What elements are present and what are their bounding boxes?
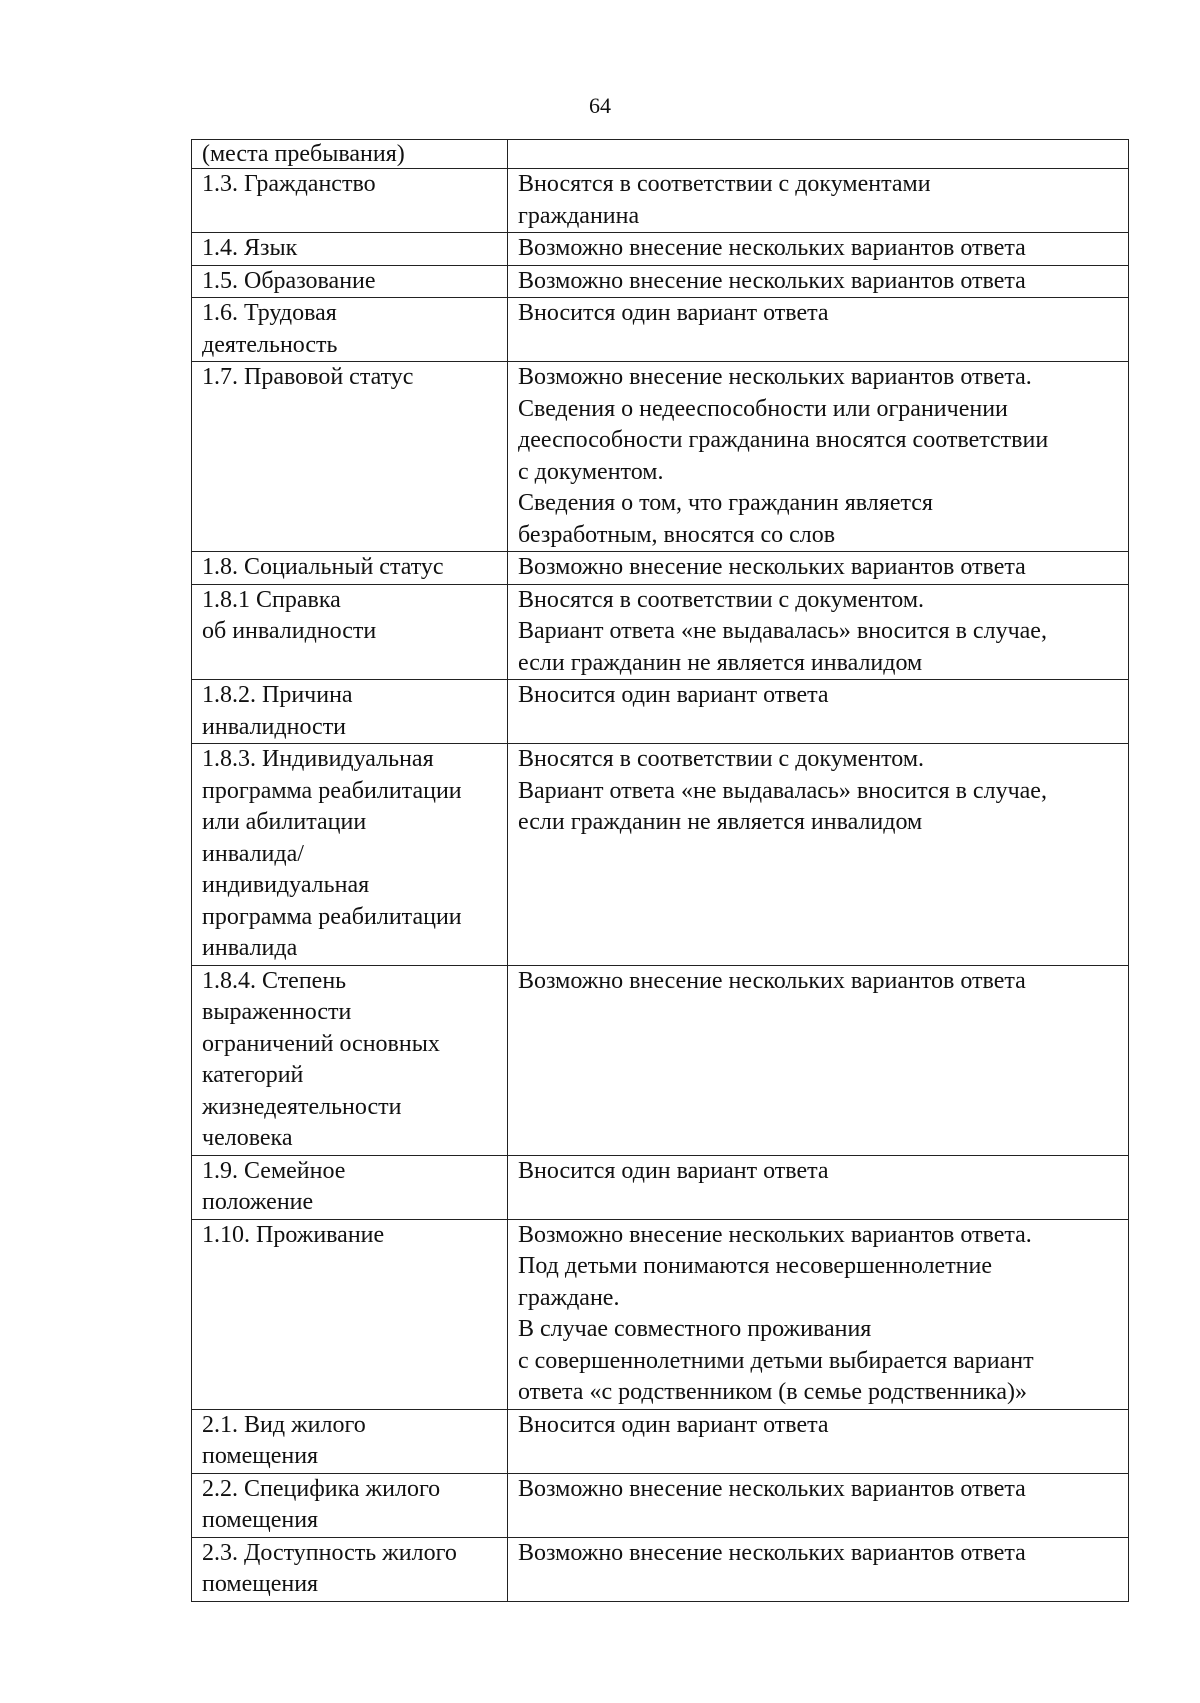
instruction-cell: Вносится один вариант ответа	[508, 1155, 1129, 1219]
field-name-cell: 2.1. Вид жилого помещения	[192, 1409, 508, 1473]
table-row	[192, 233, 1129, 266]
field-name-cell: 1.3. Гражданство	[192, 169, 508, 233]
table-row	[192, 1219, 1129, 1409]
instruction-cell: Возможно внесение нескольких вариантов ответа. Под детьми понимаются несовершеннолетние граждане. В случае совместного проживания с совершеннолетними детьми выбирается вариант ответа «с родственником (в семье родственника)»	[508, 1219, 1129, 1409]
instruction-cell: Вносятся в соответствии с документом. Вариант ответа «не выдавалась» вносится в случае, если гражданин не является инвалидом	[508, 744, 1129, 966]
table-row	[192, 1537, 1129, 1601]
instruction-cell	[508, 140, 1129, 169]
table-row	[192, 1473, 1129, 1537]
table-row	[192, 140, 1129, 169]
instruction-cell: Вносится один вариант ответа	[508, 1409, 1129, 1473]
field-name-cell: 2.2. Специфика жилого помещения	[192, 1473, 508, 1537]
field-name-cell: 1.9. Семейное положение	[192, 1155, 508, 1219]
questionnaire-instructions-table	[191, 139, 1129, 1602]
page-number: 64	[589, 93, 611, 118]
field-name-cell: 1.8.4. Степень выраженности ограничений основных категорий жизнедеятельности человека	[192, 965, 508, 1155]
field-name-cell: 1.8. Социальный статус	[192, 552, 508, 585]
instruction-cell: Возможно внесение нескольких вариантов ответа	[508, 265, 1129, 298]
instruction-cell: Возможно внесение нескольких вариантов ответа	[508, 965, 1129, 1155]
field-name-cell: 1.7. Правовой статус	[192, 362, 508, 552]
table-row	[192, 680, 1129, 744]
table-row	[192, 362, 1129, 552]
table-row	[192, 169, 1129, 233]
instruction-cell: Возможно внесение нескольких вариантов ответа. Сведения о недееспособности или ограничении дееспособности гражданина вносятся соответствии с документом. Сведения о том, что гражданин является безработным, вносятся со слов	[508, 362, 1129, 552]
field-name-cell: (места пребывания)	[192, 140, 508, 169]
field-name-cell: 1.4. Язык	[192, 233, 508, 266]
table-row	[192, 584, 1129, 680]
instruction-cell: Возможно внесение нескольких вариантов ответа	[508, 233, 1129, 266]
instruction-cell: Возможно внесение нескольких вариантов ответа	[508, 1473, 1129, 1537]
field-name-cell: 1.10. Проживание	[192, 1219, 508, 1409]
table-row	[192, 552, 1129, 585]
table-row	[192, 744, 1129, 966]
instruction-cell: Вносятся в соответствии с документами гражданина	[508, 169, 1129, 233]
instruction-cell: Возможно внесение нескольких вариантов ответа	[508, 1537, 1129, 1601]
field-name-cell: 1.6. Трудовая деятельность	[192, 298, 508, 362]
field-name-cell: 1.8.2. Причина инвалидности	[192, 680, 508, 744]
instruction-cell: Вносится один вариант ответа	[508, 680, 1129, 744]
field-name-cell: 1.8.1 Справка об инвалидности	[192, 584, 508, 680]
field-name-cell: 2.3. Доступность жилого помещения	[192, 1537, 508, 1601]
field-name-cell: 1.5. Образование	[192, 265, 508, 298]
instruction-cell: Возможно внесение нескольких вариантов ответа	[508, 552, 1129, 585]
instruction-cell: Вносятся в соответствии с документом. Вариант ответа «не выдавалась» вносится в случае, если гражданин не является инвалидом	[508, 584, 1129, 680]
table-row	[192, 1155, 1129, 1219]
table-row	[192, 1409, 1129, 1473]
instruction-cell: Вносится один вариант ответа	[508, 298, 1129, 362]
table-row	[192, 298, 1129, 362]
field-name-cell: 1.8.3. Индивидуальная программа реабилитации или абилитации инвалида/ индивидуальная программа реабилитации инвалида	[192, 744, 508, 966]
table-row	[192, 265, 1129, 298]
table-row	[192, 965, 1129, 1155]
